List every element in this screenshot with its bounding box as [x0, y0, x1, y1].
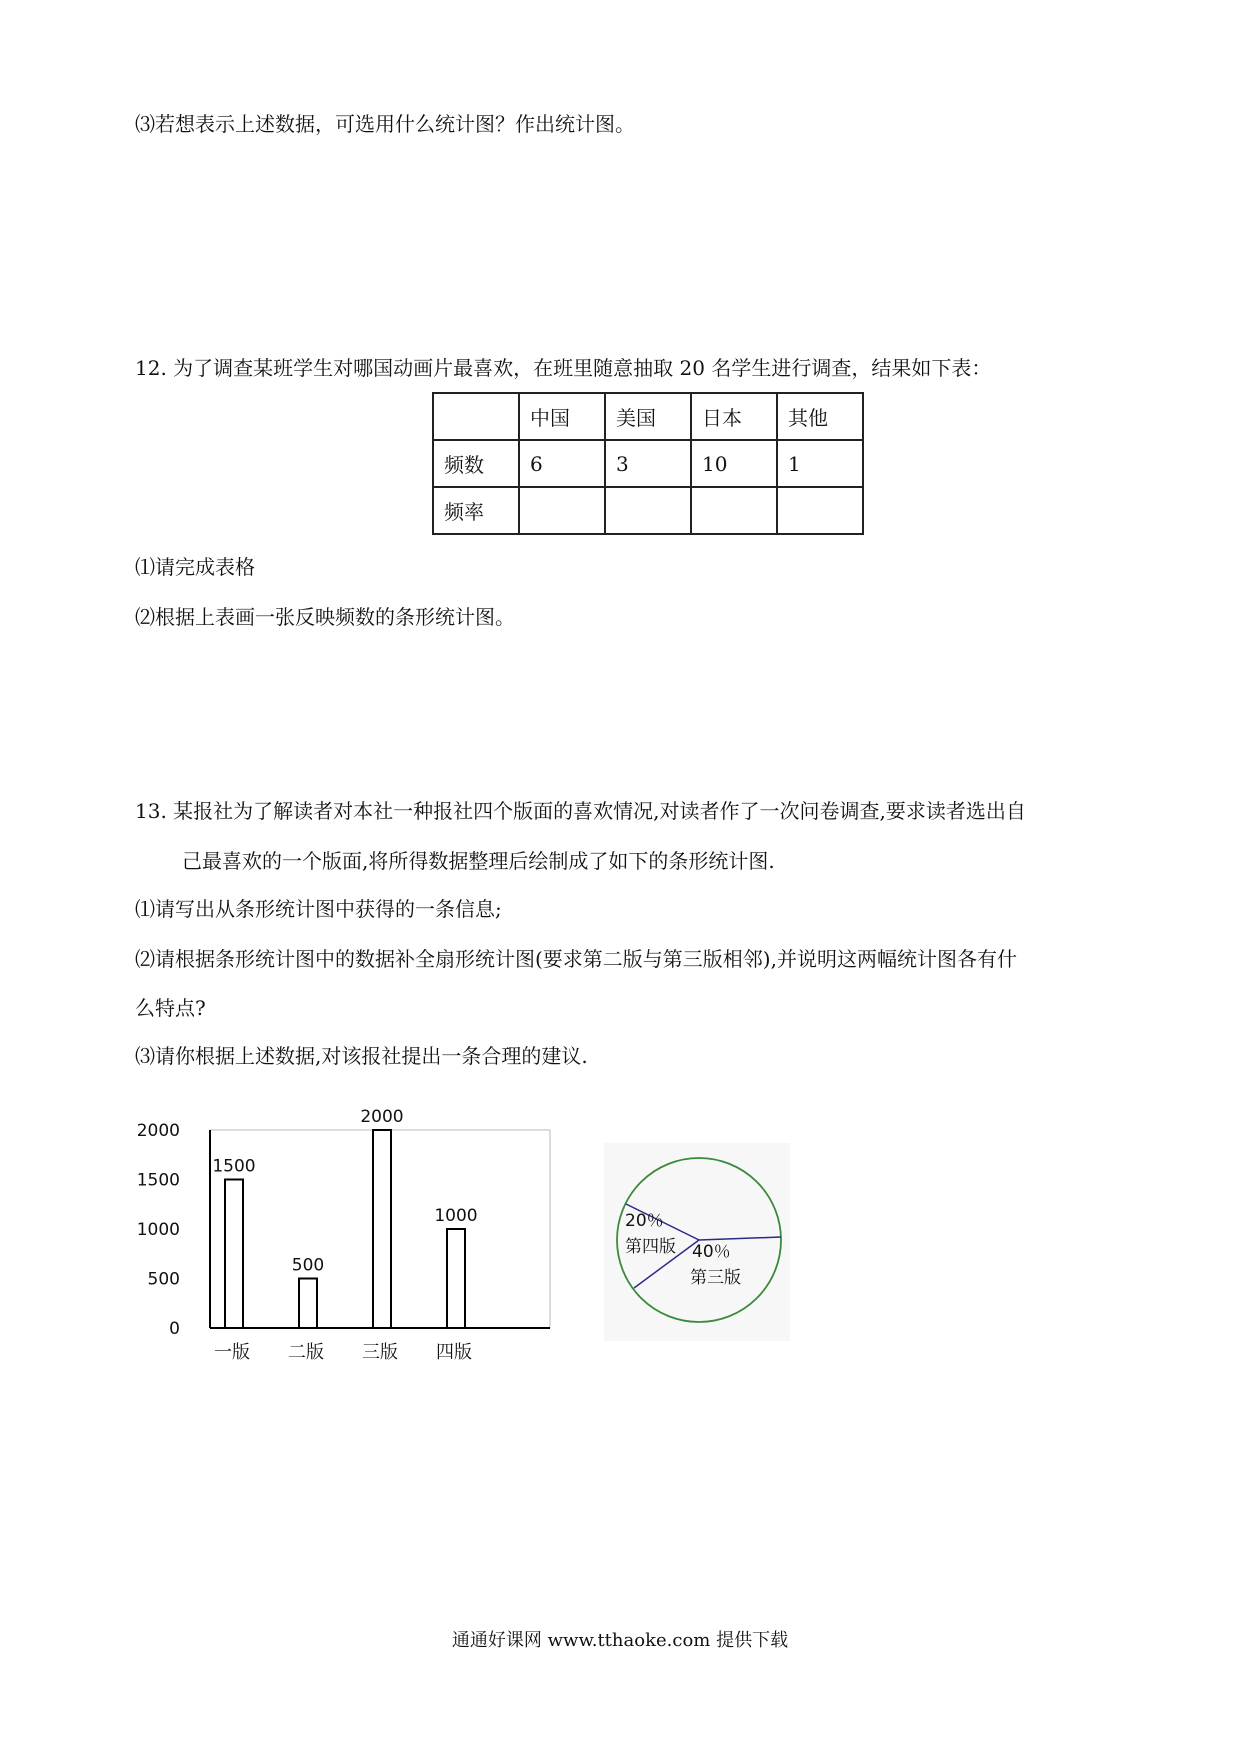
pie-slice-percent-label: 40％: [692, 1242, 731, 1262]
table-cell: 10: [691, 440, 777, 487]
pie-slice-caption: 第四版: [625, 1237, 676, 1257]
bar-chart: [136, 1100, 560, 1380]
table-cell: 6: [519, 440, 605, 487]
q13-stem-line1: 13. 某报社为了解读者对本社一种报社四个版面的喜欢情况,对读者作了一次问卷调查,要求读者选出自: [135, 799, 1026, 823]
page-footer: 通通好课网 www.tthaoke.com 提供下载: [451, 1630, 789, 1651]
table-cell: 频率: [433, 487, 519, 534]
q13-stem-line2: 己最喜欢的一个版面,将所得数据整理后绘制成了如下的条形统计图.: [182, 849, 775, 873]
table-cell: 其他: [777, 393, 863, 440]
q13-part2-line1: ⑵请根据条形统计图中的数据补全扇形统计图(要求第二版与第三版相邻),并说明这两幅统计图各有什: [135, 947, 1017, 971]
table-cell: [519, 487, 605, 534]
x-tick-label: 四版: [436, 1342, 472, 1363]
x-tick-label: 一版: [214, 1342, 250, 1363]
bar-value-label: 1000: [434, 1206, 478, 1226]
x-tick-label: 二版: [288, 1342, 324, 1363]
table-cell: [691, 487, 777, 534]
table-cell: [433, 393, 519, 440]
bar: [373, 1130, 391, 1328]
table-cell: [605, 487, 691, 534]
table-row: [433, 487, 863, 534]
y-tick-label: 500: [147, 1269, 180, 1290]
table-cell: 美国: [605, 393, 691, 440]
bar: [447, 1229, 465, 1328]
x-tick-label: 三版: [362, 1342, 398, 1363]
table-header-row: [433, 393, 863, 440]
table-row: [433, 440, 863, 487]
y-tick-label: 0: [169, 1319, 180, 1339]
y-tick-label: 1500: [136, 1170, 180, 1191]
table-cell: 频数: [433, 440, 519, 487]
q12-stem: 12. 为了调查某班学生对哪国动画片最喜欢，在班里随意抽取 20 名学生进行调查，结果如下表：: [135, 356, 992, 380]
table-cell: 3: [605, 440, 691, 487]
frequency-table: [432, 392, 864, 535]
q11-part3: ⑶若想表示上述数据，可选用什么统计图？作出统计图。: [135, 112, 635, 136]
bar: [299, 1279, 317, 1329]
bar: [225, 1180, 243, 1329]
q13-part1: ⑴请写出从条形统计图中获得的一条信息;: [135, 897, 502, 921]
y-tick-label: 2000: [136, 1121, 180, 1141]
q13-part2-line2: 么特点?: [135, 996, 206, 1020]
table-cell: 中国: [519, 393, 605, 440]
table-cell: 1: [777, 440, 863, 487]
table-cell: [777, 487, 863, 534]
q12-part1: ⑴请完成表格: [135, 555, 255, 579]
y-tick-label: 1000: [136, 1220, 180, 1240]
pie-slice-caption: 第三版: [690, 1268, 741, 1288]
pie-slice-percent-label: 20％: [625, 1211, 664, 1231]
q12-part2: ⑵根据上表画一张反映频数的条形统计图。: [135, 605, 515, 629]
pie-chart: [604, 1143, 790, 1341]
bar-value-label: 500: [291, 1255, 325, 1276]
q13-part3: ⑶请你根据上述数据,对该报社提出一条合理的建议.: [135, 1044, 588, 1068]
bar-value-label: 1500: [212, 1156, 256, 1177]
table-cell: 日本: [691, 393, 777, 440]
bar-value-label: 2000: [360, 1107, 404, 1127]
